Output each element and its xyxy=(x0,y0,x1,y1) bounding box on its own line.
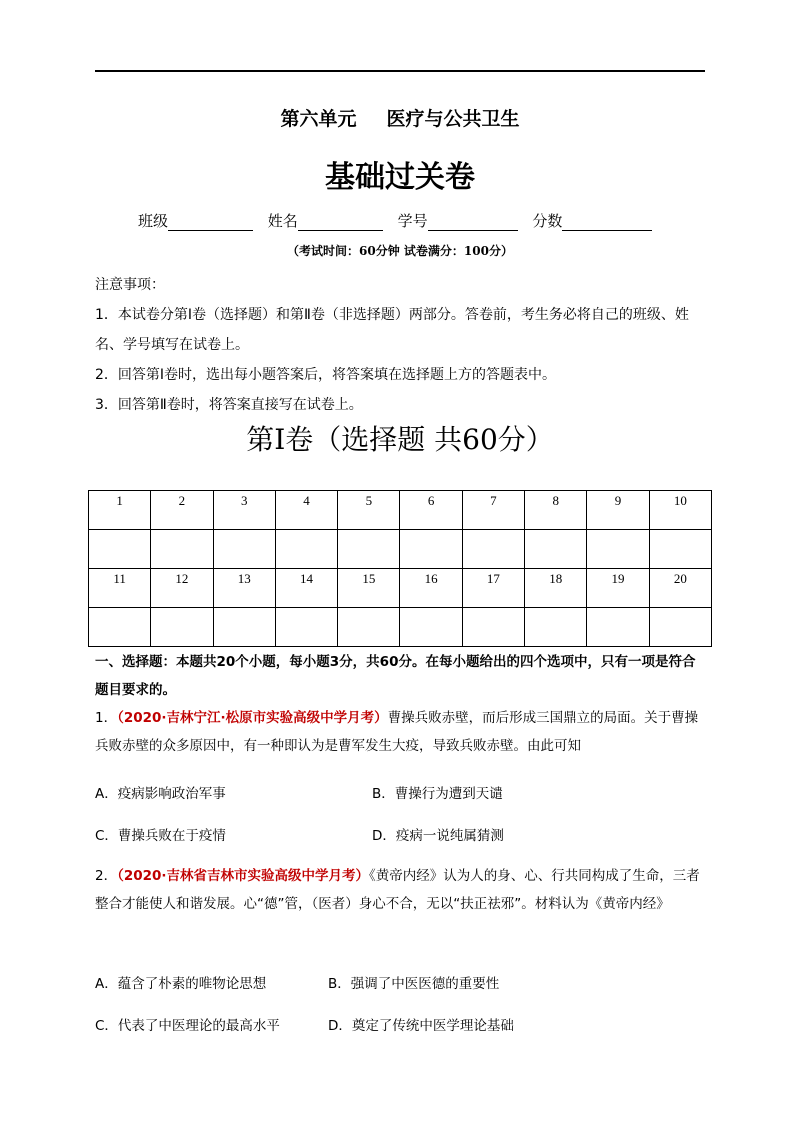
option-c[interactable]: C．曹操兵败在于疫情 xyxy=(95,828,226,844)
question-stem: 《黄帝内经》认为人的身、心、行共同构成了生命，三者整合才能使人和谐发展。心“德”管，（医者）身心不合，无以“扶正祛邪”。材料认为《黄帝内经》 xyxy=(95,868,700,912)
question-source: （2020·吉林省吉林市实验高级中学月考） xyxy=(117,868,370,884)
answer-cell[interactable] xyxy=(89,530,151,569)
topic-label: 医疗与公共卫生 xyxy=(386,108,520,130)
answer-number: 17 xyxy=(462,569,524,608)
question-source: （2020·吉林宁江·松原市实验高级中学月考） xyxy=(117,710,388,726)
question-1 xyxy=(95,704,707,760)
answer-cell[interactable] xyxy=(649,530,711,569)
answer-number: 7 xyxy=(462,491,524,530)
answer-number: 3 xyxy=(213,491,275,530)
header-rule xyxy=(95,70,705,72)
answer-number: 13 xyxy=(213,569,275,608)
student-info-row xyxy=(138,210,662,231)
part-description: 一、选择题：本题共20个小题，每小题3分，共60分。在每小题给出的四个选项中，只有一项是符合题目要求的。 xyxy=(95,654,696,698)
answer-cell[interactable] xyxy=(151,530,213,569)
answer-cell[interactable] xyxy=(151,608,213,647)
option-a[interactable]: A．疫病影响政治军事 xyxy=(95,786,226,802)
answer-cell[interactable] xyxy=(525,608,587,647)
exam-meta: （考试时间：60分钟 试卷满分：100分） xyxy=(287,244,513,258)
answer-number-row xyxy=(89,491,712,530)
option-d[interactable]: D．奠定了传统中医学理论基础 xyxy=(328,1018,514,1034)
answer-cell[interactable] xyxy=(275,608,337,647)
student-id-field[interactable]: 学号 xyxy=(398,210,518,231)
answer-number: 19 xyxy=(587,569,649,608)
unit-label: 第六单元 xyxy=(280,108,357,130)
exam-title: 基础过关卷 xyxy=(325,160,475,195)
answer-cell[interactable] xyxy=(649,608,711,647)
answer-number: 12 xyxy=(151,569,213,608)
answer-cell[interactable] xyxy=(275,530,337,569)
score-blank[interactable] xyxy=(562,215,652,231)
option-d[interactable]: D．疫病一说纯属猜测 xyxy=(372,828,504,844)
answer-number: 18 xyxy=(525,569,587,608)
question-2 xyxy=(95,862,707,918)
note-item: 2．回答第Ⅰ卷时，选出每小题答案后，将答案填在选择题上方的答题表中。 xyxy=(95,367,557,383)
answer-number: 5 xyxy=(338,491,400,530)
answer-number: 10 xyxy=(649,491,711,530)
note-item: 3．回答第Ⅱ卷时，将答案直接写在试卷上。 xyxy=(95,397,363,413)
answer-number: 11 xyxy=(89,569,151,608)
name-blank[interactable] xyxy=(298,215,383,231)
answer-cell[interactable] xyxy=(587,608,649,647)
notes-section xyxy=(95,270,705,420)
question-number: 1． xyxy=(95,710,118,726)
answer-blank-row xyxy=(89,608,712,647)
answer-cell[interactable] xyxy=(400,608,462,647)
class-field[interactable]: 班级 xyxy=(138,210,253,231)
answer-number: 20 xyxy=(649,569,711,608)
option-c[interactable]: C．代表了中医理论的最高水平 xyxy=(95,1018,280,1034)
answer-cell[interactable] xyxy=(338,608,400,647)
option-b[interactable]: B．强调了中医医德的重要性 xyxy=(328,976,500,992)
student-id-blank[interactable] xyxy=(428,215,518,231)
answer-number: 9 xyxy=(587,491,649,530)
answer-number: 15 xyxy=(338,569,400,608)
answer-number: 4 xyxy=(275,491,337,530)
answer-cell[interactable] xyxy=(89,608,151,647)
unit-title xyxy=(0,104,800,131)
answer-number: 14 xyxy=(275,569,337,608)
answer-number: 16 xyxy=(400,569,462,608)
class-blank[interactable] xyxy=(168,215,253,231)
answer-cell[interactable] xyxy=(213,530,275,569)
answer-cell[interactable] xyxy=(587,530,649,569)
answer-cell[interactable] xyxy=(400,530,462,569)
answer-number: 6 xyxy=(400,491,462,530)
question-stem: 曹操兵败赤壁，而后形成三国鼎立的局面。关于曹操兵败赤壁的众多原因中，有一种即认为是曹军发生大疫，导致兵败赤壁。由此可知 xyxy=(95,710,699,754)
score-field[interactable]: 分数 xyxy=(532,210,652,231)
notes-title: 注意事项： xyxy=(95,277,165,293)
section-heading: 第Ⅰ卷（选择题 共60分） xyxy=(246,423,554,456)
note-item: 1．本试卷分第Ⅰ卷（选择题）和第Ⅱ卷（非选择题）两部分。答卷前，考生务必将自己的班级、姓名、学号填写在试卷上。 xyxy=(95,307,689,353)
answer-number-row xyxy=(89,569,712,608)
answer-blank-row xyxy=(89,530,712,569)
answer-cell[interactable] xyxy=(525,530,587,569)
name-field[interactable]: 姓名 xyxy=(268,210,383,231)
option-b[interactable]: B．曹操行为遭到天谴 xyxy=(372,786,503,802)
answer-cell[interactable] xyxy=(462,608,524,647)
answer-cell[interactable] xyxy=(338,530,400,569)
answer-number: 8 xyxy=(525,491,587,530)
answer-cell[interactable] xyxy=(213,608,275,647)
answer-cell[interactable] xyxy=(462,530,524,569)
option-a[interactable]: A．蕴含了朴素的唯物论思想 xyxy=(95,976,267,992)
answer-number: 2 xyxy=(151,491,213,530)
answer-number: 1 xyxy=(89,491,151,530)
answer-table xyxy=(88,490,712,647)
question-number: 2． xyxy=(95,868,118,884)
